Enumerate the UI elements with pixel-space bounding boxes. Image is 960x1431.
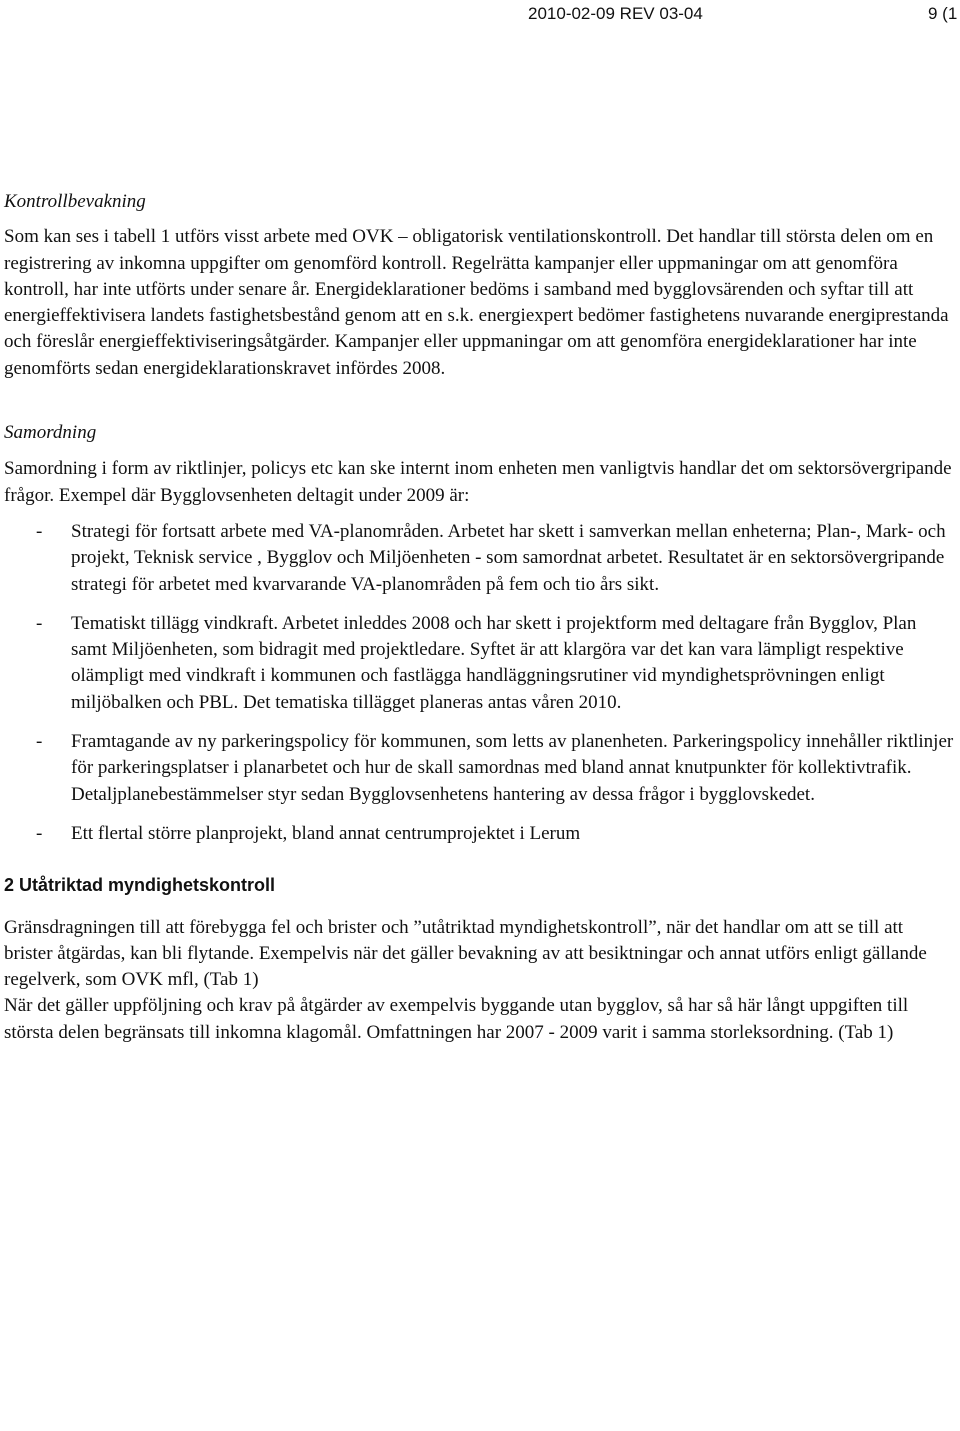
section-heading-kontrollbevakning: Kontrollbevakning	[4, 191, 146, 212]
page-header	[0, 0, 960, 30]
page-number: 9 (1	[928, 4, 958, 23]
list-item-text: Ett flertal större planprojekt, bland annat centrumprojektet i Lerum	[71, 822, 581, 844]
paragraph-utatriktad-1: Gränsdragningen till att förebygga fel och brister och ”utåtriktad myndighetskontroll”, när det handlar om att se till att brister åtgärdas, kan bli flytande. Exempelvis när det gäller bevakning av att besiktningar och annat utförs enligt gällande regelverk, som OVK mfl, (Tab 1)	[4, 916, 927, 991]
list-dash: -	[36, 822, 43, 844]
section-heading-samordning: Samordning	[4, 422, 97, 444]
list-item	[4, 519, 956, 598]
list-item	[4, 729, 956, 808]
list-dash: -	[36, 612, 43, 634]
samordning-list	[4, 519, 956, 847]
list-dash: -	[36, 520, 43, 542]
revision-date: 2010-02-09 REV 03-04	[528, 4, 703, 23]
paragraph-samordning-intro: Samordning i form av riktlinjer, policys etc kan ske internt inom enheten men vanligtvis handlar det om sektorsövergripande frågor. Exempel där Bygglovsenheten deltagit under 2009 är:	[4, 458, 952, 506]
document-body	[4, 189, 956, 1046]
paragraph-kontrollbevakning: Som kan ses i tabell 1 utförs visst arbete med OVK – obligatorisk ventilationskontroll. Det handlar till största delen om en registrering av inkomna uppgifter om genomförd kontroll. Regelrätta kampanjer eller uppmaningar om att genomföra kontroll, har inte utförts under senare år. Energideklarationer bedöms i samband med bygglovsärenden och syftar till att energieffektivisera landets fastighetsbestånd genom att en s.k. energiexpert bedömer fastighetens nuvarande energiprestanda och föreslår energieffektiviseringsåtgärder. Kampanjer eller uppmaningar om att genomföra energideklarationer har inte genomförts sedan energideklarationskravet infördes 2008.	[4, 226, 949, 379]
list-item-text: Tematiskt tillägg vindkraft. Arbetet inleddes 2008 och har skett i projektform med deltagare från Bygglov, Plan samt Miljöenheten, som bidragit med projektledare. Syftet är att klargöra var det kan vara lämpligt respektive olämpligt med vindkraft i kommunen och fastlägga handläggningsrutiner vid myndighetsprövningen enligt miljöbalken och PBL. Det tematiska tillägget planeras antas våren 2010.	[71, 612, 917, 713]
list-item	[4, 821, 956, 847]
list-item-text: Strategi för fortsatt arbete med VA-planområden. Arbetet har skett i samverkan mellan enheterna; Plan-, Mark- och projekt, Teknisk service , Bygglov och Miljöenheten - som samordnat arbetet. Resultatet är en sektorsövergripande strategi för arbetet med kvarvarande VA-planområden på fem och tio års sikt.	[71, 520, 946, 595]
section-heading-utatriktad: 2 Utåtriktad myndighetskontroll	[4, 875, 276, 896]
list-dash: -	[36, 731, 43, 753]
list-item-text: Framtagande av ny parkeringspolicy för kommunen, som letts av planenheten. Parkeringspolicy innehåller riktlinjer för parkeringsplatser i planarbetet och hur de skall samordnas med bland annat knutpunkter för kollektivtrafik. Detaljplanebestämmelser styr sedan Bygglovsenhetens hantering av dessa frågor i bygglovskedet.	[71, 731, 954, 805]
paragraph-utatriktad-2: När det gäller uppföljning och krav på åtgärder av exempelvis byggande utan bygglov, så har så här långt uppgiften till största delen begränsats till inkomna klagomål. Omfattningen har 2007 - 2009 varit i samma storleksordning. (Tab 1)	[4, 995, 909, 1043]
list-item	[4, 611, 956, 716]
